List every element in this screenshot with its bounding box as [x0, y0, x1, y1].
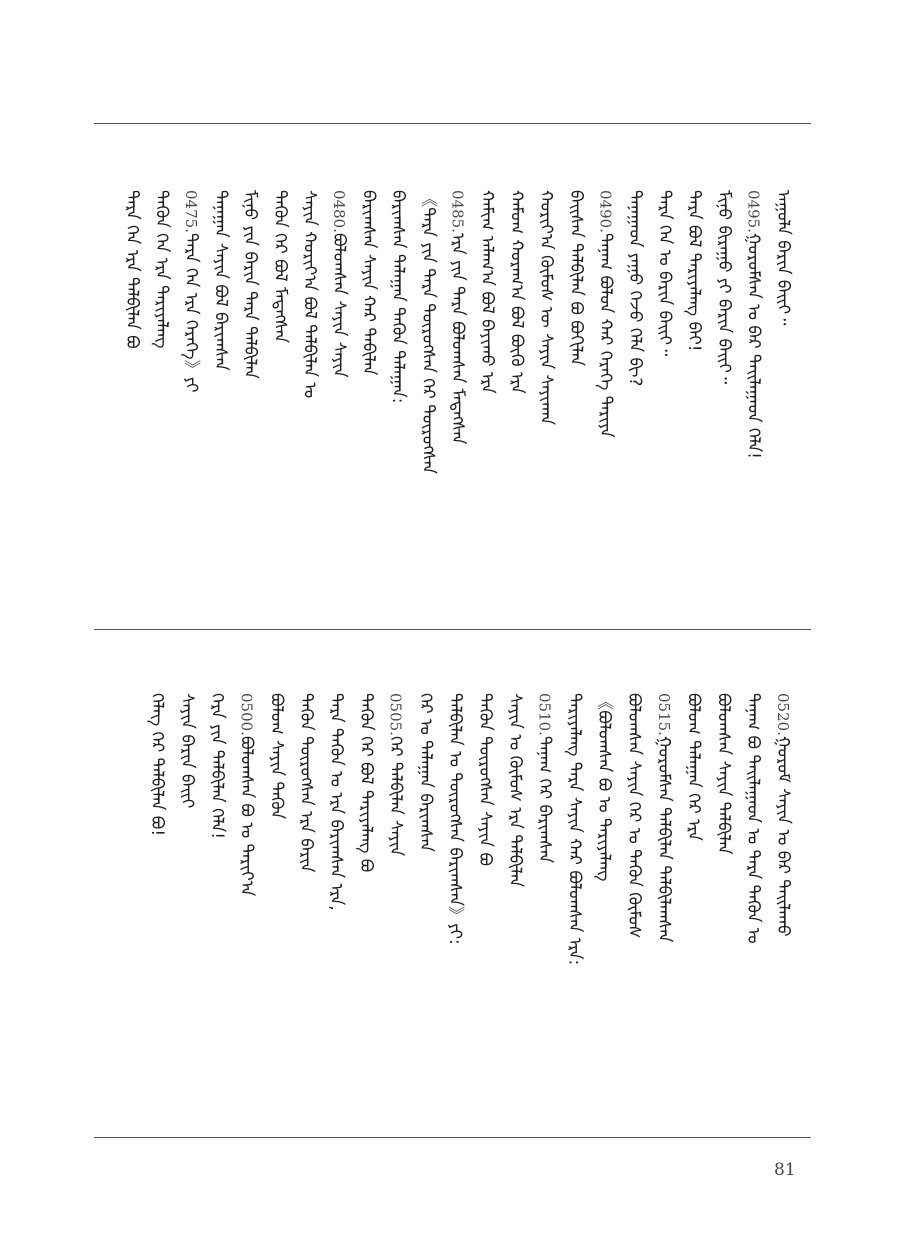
line-text: ᠲᠡᠭᠦᠨ ᠲᠦᠷᠦᠭᠰᠡᠨ ᠡᠷᠡ ᠪᠠᠷᠢᠨ	[296, 693, 317, 873]
line-number: 0505.	[386, 693, 405, 736]
line-text: ᠲᠡᠷᠡ ᠪᠤᠯ ᠲᠠᠷᠢᠶᠠᠯᠠᠩ ᠪᠠᠢ!	[684, 190, 705, 352]
line-text: ᠲᠡᠭᠦᠨ ᠬᠡᠷ ᠪᠤᠯ ᠲᠠᠷᠢᠶᠠᠯᠠᠩ ᠪᠣ	[355, 693, 376, 873]
line-text: ᠲᠡᠷᠡ ᠬᠡᠨ ᠡᠷᠡ ᠲᠠᠯᠪᠢᠯᠠᠨ ᠪᠣ	[121, 190, 142, 349]
verse-line	[472, 693, 498, 866]
line-text: ᠠᠭᠤᠯᠠ ᠪᠠᠷᠢᠨ ᠪᠠᠢᠢ᠃	[773, 190, 793, 326]
line-text: ᠲᠡᠷᠡ ᠲᠡᠭᠦᠨ ᠤ ᠡᠷᠡ ᠪᠠᠷᠢᠭᠰᠠᠨ ᠡᠷᠡ,	[326, 693, 346, 911]
verse-line	[356, 190, 382, 375]
line-number: 0485.	[448, 190, 467, 233]
verse-line	[592, 190, 618, 438]
line-text: ᠬᠠᠮᠤᠭ ᠬᠤᠷᠠᠭ᠎ᠠ ᠪᠤᠯ ᠪᠦᠬᠦ ᠡᠷᠡ	[506, 190, 527, 394]
middle-rule	[94, 629, 811, 630]
verse-line	[144, 693, 170, 836]
line-number: 0510.	[535, 693, 554, 736]
line-text: ᠬᠡᠷ ᠲᠠᠯᠪᠢᠯᠠᠨ ᠰᠠᠶᠢᠨ	[385, 735, 406, 857]
verse-line	[237, 190, 263, 379]
verse-line	[444, 190, 470, 445]
line-text: ᠪᠤᠯᠤᠭᠰᠠᠨ ᠰᠠᠶᠢᠨ ᠬᠡᠷ ᠤ ᠲᠡᠭᠦᠨ ᠬᠦᠮᠦᠰ	[624, 693, 644, 939]
verse-line	[293, 693, 319, 873]
line-text: ᠬᠡᠯᠡᠭ ᠬᠡᠷ ᠲᠠᠯᠪᠢᠯᠠᠨ ᠪᠣ!	[147, 693, 168, 837]
line-text: ᠲᠠᠯᠪᠢᠯᠠᠨ ᠤ ᠲᠦᠷᠦᠭᠰᠡᠨ ᠪᠠᠷᠢᠭᠰᠠᠨ》ᠶᠢ:	[445, 693, 466, 945]
line-text: ᠲᠠᠨᠠᠭ ᠬᠡᠷ ᠪᠠᠷᠢᠭᠰᠠᠨ	[534, 735, 555, 864]
verse-line	[263, 693, 289, 819]
line-text: ᠪᠠᠢᠰᠠᠨ ᠲᠠᠯᠪᠢᠯᠠᠨ ᠪᠣ ᠪᠣᠬᠢᠯᠠᠨ	[565, 190, 586, 367]
line-text: ᠲᠡᠭᠦᠨ ᠬᠡᠨ ᠡᠷᠡ ᠲᠠᠷᠢᠶᠠᠯᠠᠩ	[151, 190, 172, 349]
line-number: 0500.	[237, 693, 256, 736]
verse-line	[208, 190, 234, 371]
line-text: ᠮᠢᠨᠤ ᠪᠢᠷᠠᠭᠤ ᠶᠢ ᠪᠠᠷᠢᠨ ᠪᠠᠢᠢ᠃	[713, 190, 734, 385]
verse-line	[770, 693, 796, 937]
verse-line	[532, 693, 558, 863]
verse-line	[148, 190, 174, 349]
line-text: ᠲᠠᠨᠠᠭ ᠪᠣ ᠲᠠᠢᠯᠠᠭᠠᠳ ᠤ ᠲᠡᠷᠡ ᠲᠡᠭᠦᠨ ᠤ	[743, 693, 764, 944]
line-text: ᠪᠠᠷᠢᠭᠰᠠᠨ ᠰᠠᠶᠢᠨ ᠬᠠᠷ ᠲᠠᠪᠢᠯᠠᠨ	[358, 190, 379, 376]
line-text: ᠭᠤᠷᠤᠮ ᠰᠠᠶᠢᠨ ᠤ ᠪᠠᠷ ᠲᠠᠢᠯᠠᠬᠤ	[773, 735, 793, 937]
bottom-rule	[94, 1137, 811, 1138]
line-text: ᠲᠡᠷᠡ ᠬᠡᠨ ᠤ ᠪᠠᠷᠢᠨ ᠪᠠᠢᠢ᠃	[654, 190, 675, 357]
line-number: 0520.	[774, 693, 792, 736]
page-number: 81	[774, 1160, 796, 1180]
line-text: ᠪᠠᠷᠢᠭᠰᠠᠨ ᠲᠠᠯᠠᠭᠠᠨ ᠲᠡᠭᠦᠨ ᠲᠠᠯᠠᠭᠠᠨ:	[388, 190, 409, 404]
verse-line	[415, 190, 441, 474]
line-text: ᠬᠠᠮᠢᠭ ᠠᠯᠠᠭ᠎ᠠ ᠪᠤᠯ ᠪᠠᠶᠢᠬᠤ ᠡᠷᠡ	[477, 190, 497, 394]
line-text: ᠬᠤᠷᠢᠶ᠎ᠠ ᠬᠦᠮᠦᠰ ᠦ ᠰᠠᠶᠢᠨ ᠰᠠᠶᠢᠬᠠᠨ	[536, 190, 557, 425]
verse-line	[174, 693, 200, 808]
line-text: ᠬᠡᠷᠡ ᠶᠢᠨ ᠲᠠᠯᠪᠢᠯᠠᠨ ᠬᠡᠯᠡ!	[206, 693, 227, 840]
verse-line	[563, 190, 589, 366]
line-text: ᠪᠤᠯᠤᠭᠰᠠᠨ ᠰᠠᠶᠢᠨ ᠰᠠᠶᠢᠨ	[329, 232, 349, 378]
verse-line	[412, 693, 438, 852]
line-text: ᠰᠠᠶᠢᠨ ᠬᠤᠷᠢᠶ᠎ᠠ ᠪᠤᠯ ᠲᠠᠯᠪᠢᠯᠠᠨ ᠤ	[299, 190, 320, 399]
line-number: 0480.	[330, 190, 348, 233]
verse-line	[621, 693, 647, 939]
verse-line	[652, 190, 678, 356]
verse-line	[710, 693, 736, 855]
verse-line	[681, 693, 707, 841]
line-text: ᠪᠤᠯᠤᠭᠰᠠᠨ ᠪᠣ ᠤ ᠲᠠᠷᠢᠶ᠎ᠠ	[236, 735, 257, 897]
line-text: ᠲᠡᠭᠦᠨ ᠬᠡᠷ ᠪᠤᠯ ᠮᠡᠳᠡᠭᠰᠡᠨ	[269, 190, 290, 343]
verse-line	[561, 693, 587, 965]
line-text: ᠲᠠᠨᠠᠭ ᠪᠤᠯᠤᠨ ᠬᠠᠷ ᠬᠡᠷᠡᠭᠡ ᠲᠠᠷᠢᠶᠠ	[595, 232, 616, 438]
verse-line	[442, 693, 468, 945]
verse-line	[651, 693, 677, 942]
line-number: 0490.	[596, 190, 615, 233]
top-rule	[94, 123, 811, 124]
verse-line	[591, 693, 617, 881]
line-text: 《ᠪᠤᠯᠤᠭᠰᠠᠨ ᠪᠣ ᠤ ᠲᠠᠷᠢᠶᠠᠯᠠᠩ	[594, 693, 615, 882]
line-text: ᠲᠠᠨᠠᠭᠠᠳ ᠶᠠᠭᠤ ᠭᠡᠵᠦ ᠬᠡᠯᠡ ᠪᠢ?	[625, 190, 645, 387]
verse-line	[740, 190, 766, 459]
line-text: 《ᠲᠡᠷᠡ ᠶᠢᠨ ᠲᠡᠷᠡ ᠲᠦᠷᠦᠭᠰᠡᠨ ᠬᠡᠷ ᠲᠦᠷᠦᠭᠰᠡᠨ	[417, 190, 438, 474]
verse-line	[323, 693, 349, 911]
verse-line	[681, 190, 707, 352]
verse-line	[385, 190, 411, 403]
line-text: ᠪᠤᠯᠤᠭ ᠰᠠᠶᠢᠨ ᠲᠡᠭᠦᠨ	[266, 693, 287, 820]
verse-line	[740, 693, 766, 944]
line-number: 0475.	[182, 190, 200, 233]
line-text: ᠬᠡᠷ ᠤ ᠲᠠᠯᠠᠭᠠᠨ ᠪᠠᠷᠢᠭᠰᠠᠨ	[415, 693, 436, 852]
verse-line	[326, 190, 352, 378]
verse-line	[502, 693, 528, 887]
line-text: ᠲᠠᠨᠠᠭᠠᠨ ᠰᠠᠶᠢᠨ ᠪᠤᠯ ᠪᠠᠷᠢᠭᠰᠠᠨ	[210, 190, 231, 371]
verse-line	[383, 693, 409, 856]
verse-line	[178, 190, 204, 393]
line-number: 0515.	[654, 693, 673, 736]
line-text: ᠰᠠᠶᠢᠨ ᠤ ᠬᠦᠮᠦᠰ ᠡᠷᠡ ᠲᠠᠯᠪᠢᠯᠠᠨ	[504, 693, 525, 888]
line-text: ᠡᠷᠡ ᠶᠢᠨ ᠲᠡᠷᠡ ᠪᠣᠯᠤᠭᠰᠠᠨ ᠮᠡᠳᠡᠭᠰᠡᠨ	[447, 232, 468, 445]
line-text: ᠪᠤᠯᠤᠭᠰᠠᠨ ᠰᠠᠶᠢᠨ ᠲᠠᠯᠪᠢᠯᠠᠨ	[713, 693, 734, 855]
line-text: ᠲᠡᠭᠦᠨ ᠲᠦᠷᠦᠭᠰᠡᠨ ᠰᠠᠶᠢᠨ ᠪᠣ	[475, 693, 495, 867]
line-text: ᠲᠠᠷᠢᠶᠠᠯᠠᠩ ᠲᠡᠷᠡ ᠰᠠᠶᠢᠨ ᠬᠠᠷ ᠪᠤᠯᠤᠭᠰᠠᠨ ᠡᠷᠡ:	[564, 693, 585, 966]
verse-line	[119, 190, 145, 349]
line-text: ᠭᠤᠷᠤᠮᠰᠠᠨ ᠲᠠᠯᠪᠢᠯᠠᠨ ᠲᠠᠯᠪᠢᠯᠠᠭᠰᠠᠨ	[653, 735, 674, 943]
verse-line	[353, 693, 379, 872]
line-number: 0495.	[744, 190, 763, 233]
line-text: ᠰᠠᠶᠢᠨ ᠪᠠᠷᠢᠨ ᠪᠠᠢᠢ	[177, 693, 197, 809]
verse-line	[204, 693, 230, 839]
verse-line	[504, 190, 530, 394]
verse-line	[267, 190, 293, 343]
verse-line	[474, 190, 500, 394]
line-text: ᠮᠢᠨᠤ ᠶᠢᠨ ᠪᠠᠷᠢᠨ ᠲᠡᠷᠡ ᠲᠠᠯᠪᠢᠯᠠᠨ	[240, 190, 261, 379]
verse-line	[296, 190, 322, 398]
verse-line	[234, 693, 260, 896]
line-text: ᠭᠤᠷᠤᠮᠰᠠᠨ ᠤ ᠪᠠᠷ ᠲᠠᠢᠯᠠᠭᠠᠳ ᠬᠡᠯᠡ!	[743, 232, 764, 459]
line-text: ᠪᠤᠯᠤᠭ ᠲᠠᠯᠠᠭᠠᠨ ᠬᠡᠷ ᠡᠷᠡ	[683, 693, 704, 841]
verse-line	[770, 190, 796, 325]
line-text: ᠲᠡᠷᠡ ᠬᠡᠨ ᠡᠷᠡ ᠬᠡᠷᠡᠭᠡ》ᠶᠢ	[181, 232, 201, 393]
verse-line	[533, 190, 559, 425]
verse-line	[622, 190, 648, 386]
verse-line	[711, 190, 737, 384]
